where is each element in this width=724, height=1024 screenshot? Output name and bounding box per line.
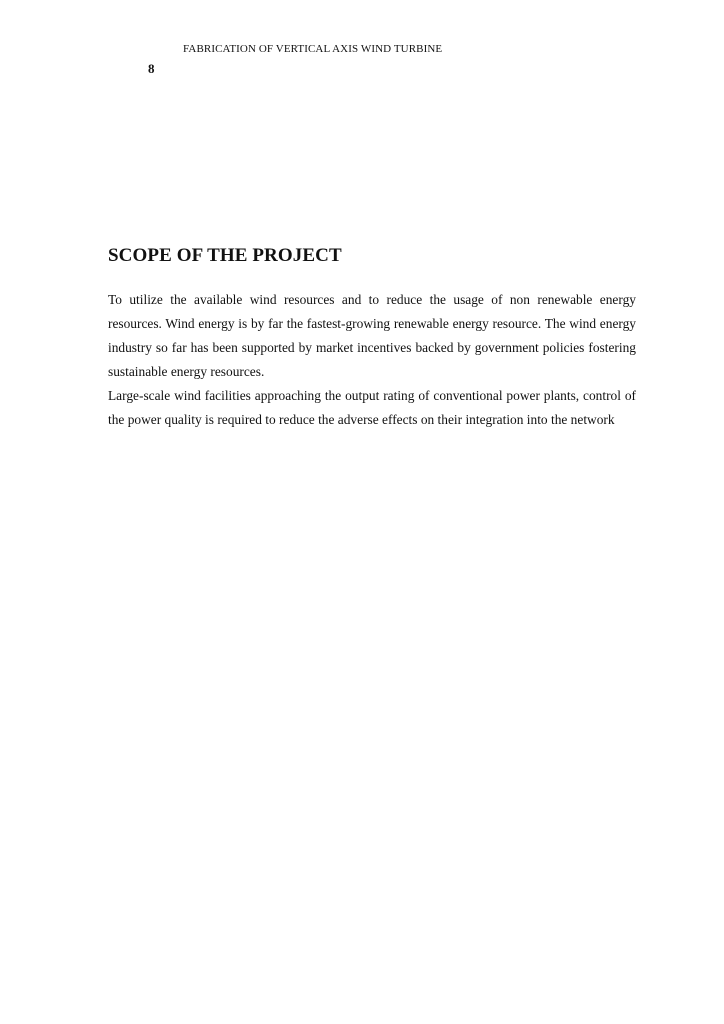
page-number: 8 — [148, 61, 155, 76]
paragraph-2: Large-scale wind facilities approaching the output rating of conventional power plants, control of the power quality is required to reduce the adverse effects on their integration into the network — [108, 388, 636, 427]
paragraph-1: To utilize the available wind resources and to reduce the usage of non renewable energy resources. Wind energy is by far the fastest-growing renewable energy resource. The wind energy industry so far has been supported by market incentives backed by government policies fostering sustainable energy resources. — [108, 292, 636, 379]
section-body — [108, 288, 636, 432]
section-heading: SCOPE OF THE PROJECT — [108, 245, 342, 266]
running-header: FABRICATION OF VERTICAL AXIS WIND TURBINE — [183, 43, 443, 55]
